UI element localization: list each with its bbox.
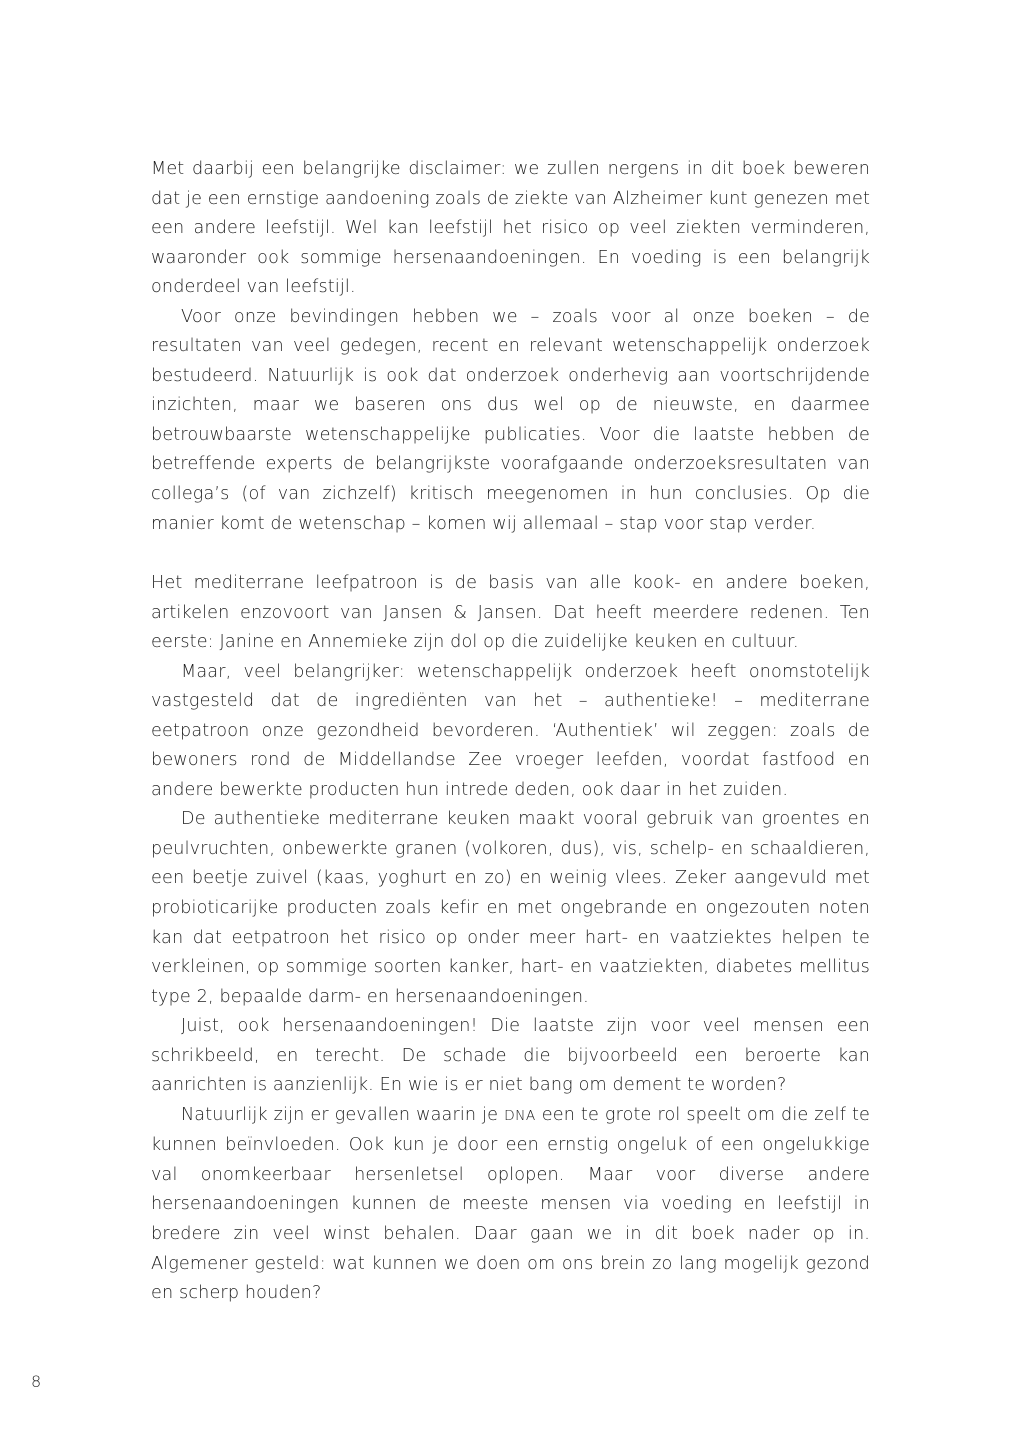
paragraph-text: Natuurlijk zijn er gevallen waarin je <box>181 1104 499 1125</box>
text-section-mediterranean <box>151 569 870 1309</box>
paragraph: Met daarbij een belangrijke disclaimer: we zullen nergens in dit boek beweren dat je een ernstige aandoening zoals de ziekte van Alzheimer kunt genezen met een andere leefstijl. Wel kan leefstijl het risico op veel ziekten verminderen, waaronder ook sommige hersenaandoeningen. En voeding is een belangrijk onderdeel van leefstijl. <box>151 159 870 298</box>
paragraph-text: een te grote rol speelt om die zelf te kunnen beïnvloeden. Ook kun je door een ernstig ongeluk of een ongelukkige val onomkeerbaar hersenletsel oplopen. Maar voor diverse andere hersenaandoeningen kunnen de meeste mensen via voeding en leefstijl in bredere zin veel winst behalen. Daar gaan we in dit boek nader op in. Algemener gesteld: wat kunnen we doen om ons brein zo lang mogelijk gezond en scherp houden? <box>151 1104 870 1304</box>
abbreviation-dna: DNA <box>504 1107 536 1124</box>
paragraph: Voor onze bevindingen hebben we – zoals voor al onze boeken – de resultaten van veel gedegen, recent en relevant wetenschappelijk onderzoek bestudeerd. Natuurlijk is ook dat onderzoek onderhevig aan voortschrijdende inzichten, maar we baseren ons dus wel op de nieuwste, en daarmee betrouwbaarste wetenschappelijke publicaties. Voor die laatste hebben de betreffende experts de belangrijkste voorafgaande onderzoeksresultaten van collega’s (of van zichzelf) kritisch meegenomen in hun conclusies. Op die manier komt de wetenschap – komen wij allemaal – stap voor stap verder. <box>151 306 870 534</box>
paragraph: Juist, ook hersenaandoeningen! Die laatste zijn voor veel mensen een schrikbeeld, en terecht. De schade die bijvoorbeeld een beroerte kan aanrichten is aanzienlijk. En wie is er niet bang om dement te worden? <box>151 1016 870 1096</box>
text-section-disclaimer <box>151 155 870 539</box>
paragraph: Het mediterrane leefpatroon is de basis van alle kook- en andere boeken, artikelen enzovoort van Jansen & Jansen. Dat heeft meerdere redenen. Ten eerste: Janine en Annemieke zijn dol op die zuidelijke keuken en cultuur. <box>151 573 870 653</box>
paragraph: De authentieke mediterrane keuken maakt vooral gebruik van groentes en peulvruchten, onbewerkte granen (volkoren, dus), vis, schelp- en schaaldieren, een beetje zuivel (kaas, yoghurt en zo) en weinig vlees. Zeker aangevuld met probioticarijke producten zoals kefir en met ongebrande en ongezouten noten kan dat eetpatroon het risico op onder meer hart- en vaatziektes helpen te verkleinen, op sommige soorten kanker, hart- en vaatziekten, diabetes mellitus type 2, bepaalde darm- en hersenaandoeningen. <box>151 809 870 1007</box>
page-number: 8 <box>31 1372 42 1391</box>
paragraph: Maar, veel belangrijker: wetenschappelijk onderzoek heeft onomstotelijk vastgesteld dat de ingrediënten van het – authentieke! – mediterrane eetpatroon onze gezondheid bevorderen. ‘Authentiek’ wil zeggen: zoals de bewoners rond de Middellandse Zee vroeger leefden, voordat fastfood en andere bewerkte producten hun intrede deden, ook daar in het zuiden. <box>151 661 870 800</box>
paragraph-last <box>151 1101 870 1309</box>
